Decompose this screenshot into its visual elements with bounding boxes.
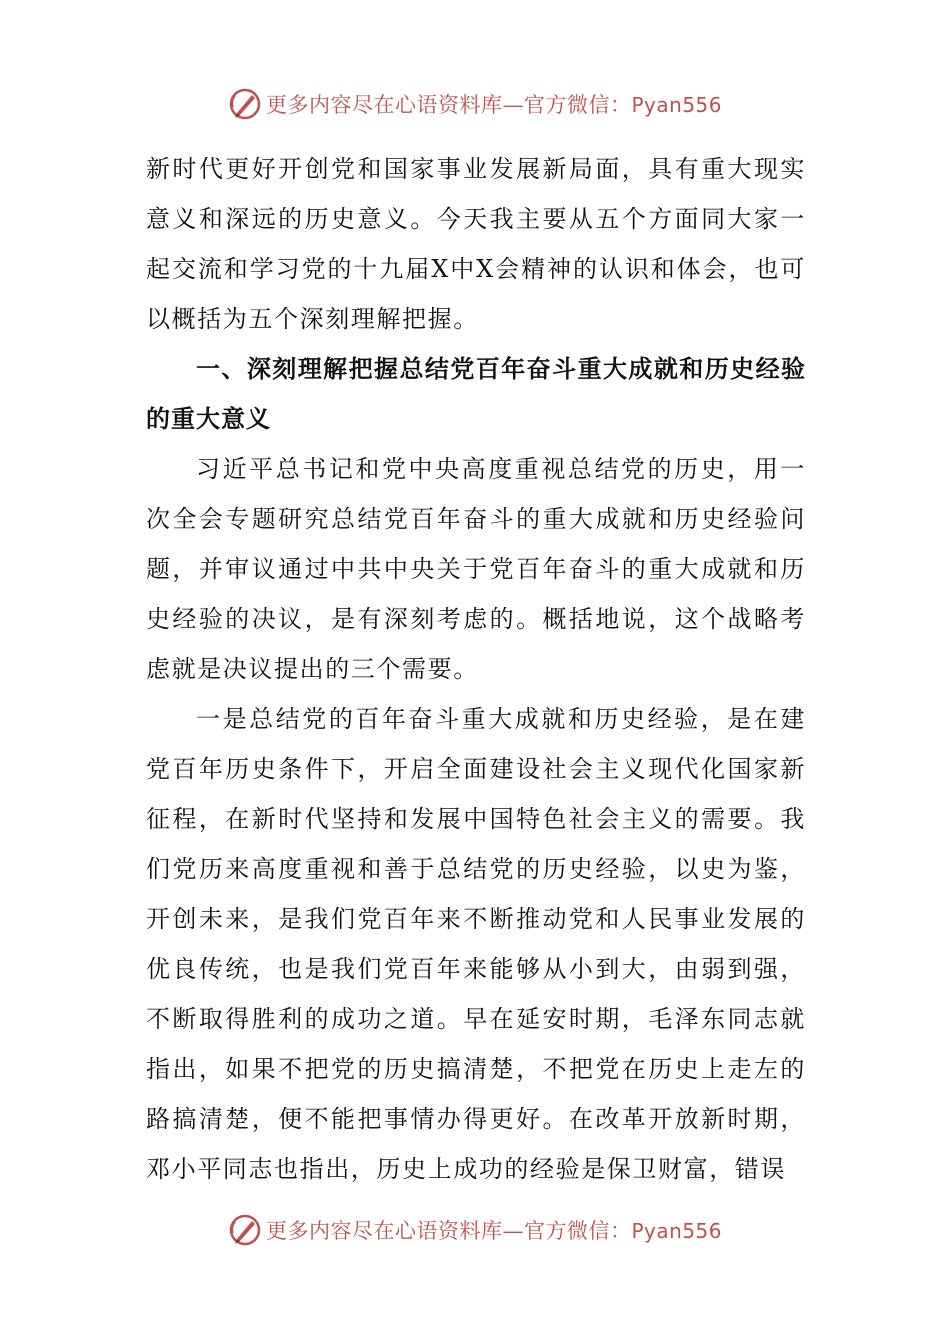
watermark-text: 更多内容尽在心语资料库—官方微信： (265, 1219, 632, 1243)
footer-watermark (0, 1210, 950, 1250)
header-watermark (0, 84, 950, 124)
paragraph-1: 习近平总书记和党中央高度重视总结党的历史，用一次全会专题研究总结党百年奋斗的重大成就和历史经验问题，并审议通过中共中央关于党百年奋斗的重大成就和历史经验的决议，是有深刻考虑的。概括地说，这个战略考虑就是决议提出的三个需要。 (146, 455, 806, 683)
section-heading-1: 一、深刻理解把握总结党百年奋斗重大成就和历史经验的重大意义 (146, 355, 806, 433)
paragraph-intro: 新时代更好开创党和国家事业发展新局面，具有重大现实意义和深远的历史意义。今天我主要从五个方面同大家一起交流和学习党的十九届X中X会精神的认识和体会，也可以概括为五个深刻理解把握。 (146, 155, 806, 333)
watermark-account: Pyan556 (631, 1219, 722, 1243)
paragraph-2: 一是总结党的百年奋斗重大成就和历史经验，是在建党百年历史条件下，开启全面建设社会主义现代化国家新征程，在新时代坚持和发展中国特色社会主义的需要。我们党历来高度重视和善于总结党的历史经验，以史为鉴，开创未来，是我们党百年来不断推动党和人民事业发展的优良传统，也是我们党百年来能够从小到大，由弱到强，不断取得胜利的成功之道。早在延安时期，毛泽东同志就指出，如果不把党的历史搞清楚，不把党在历史上走左的路搞清楚，便不能把事情办得更好。在改革开放新时期，邓小平同志也指出，历史上成功的经验是保卫财富，错误 (146, 705, 806, 1183)
watermark-text: 更多内容尽在心语资料库—官方微信： (265, 93, 632, 117)
pen-logo-icon (228, 87, 262, 121)
watermark-account: Pyan556 (631, 93, 722, 117)
pen-logo-icon (228, 1213, 262, 1247)
document-body (146, 144, 806, 1194)
